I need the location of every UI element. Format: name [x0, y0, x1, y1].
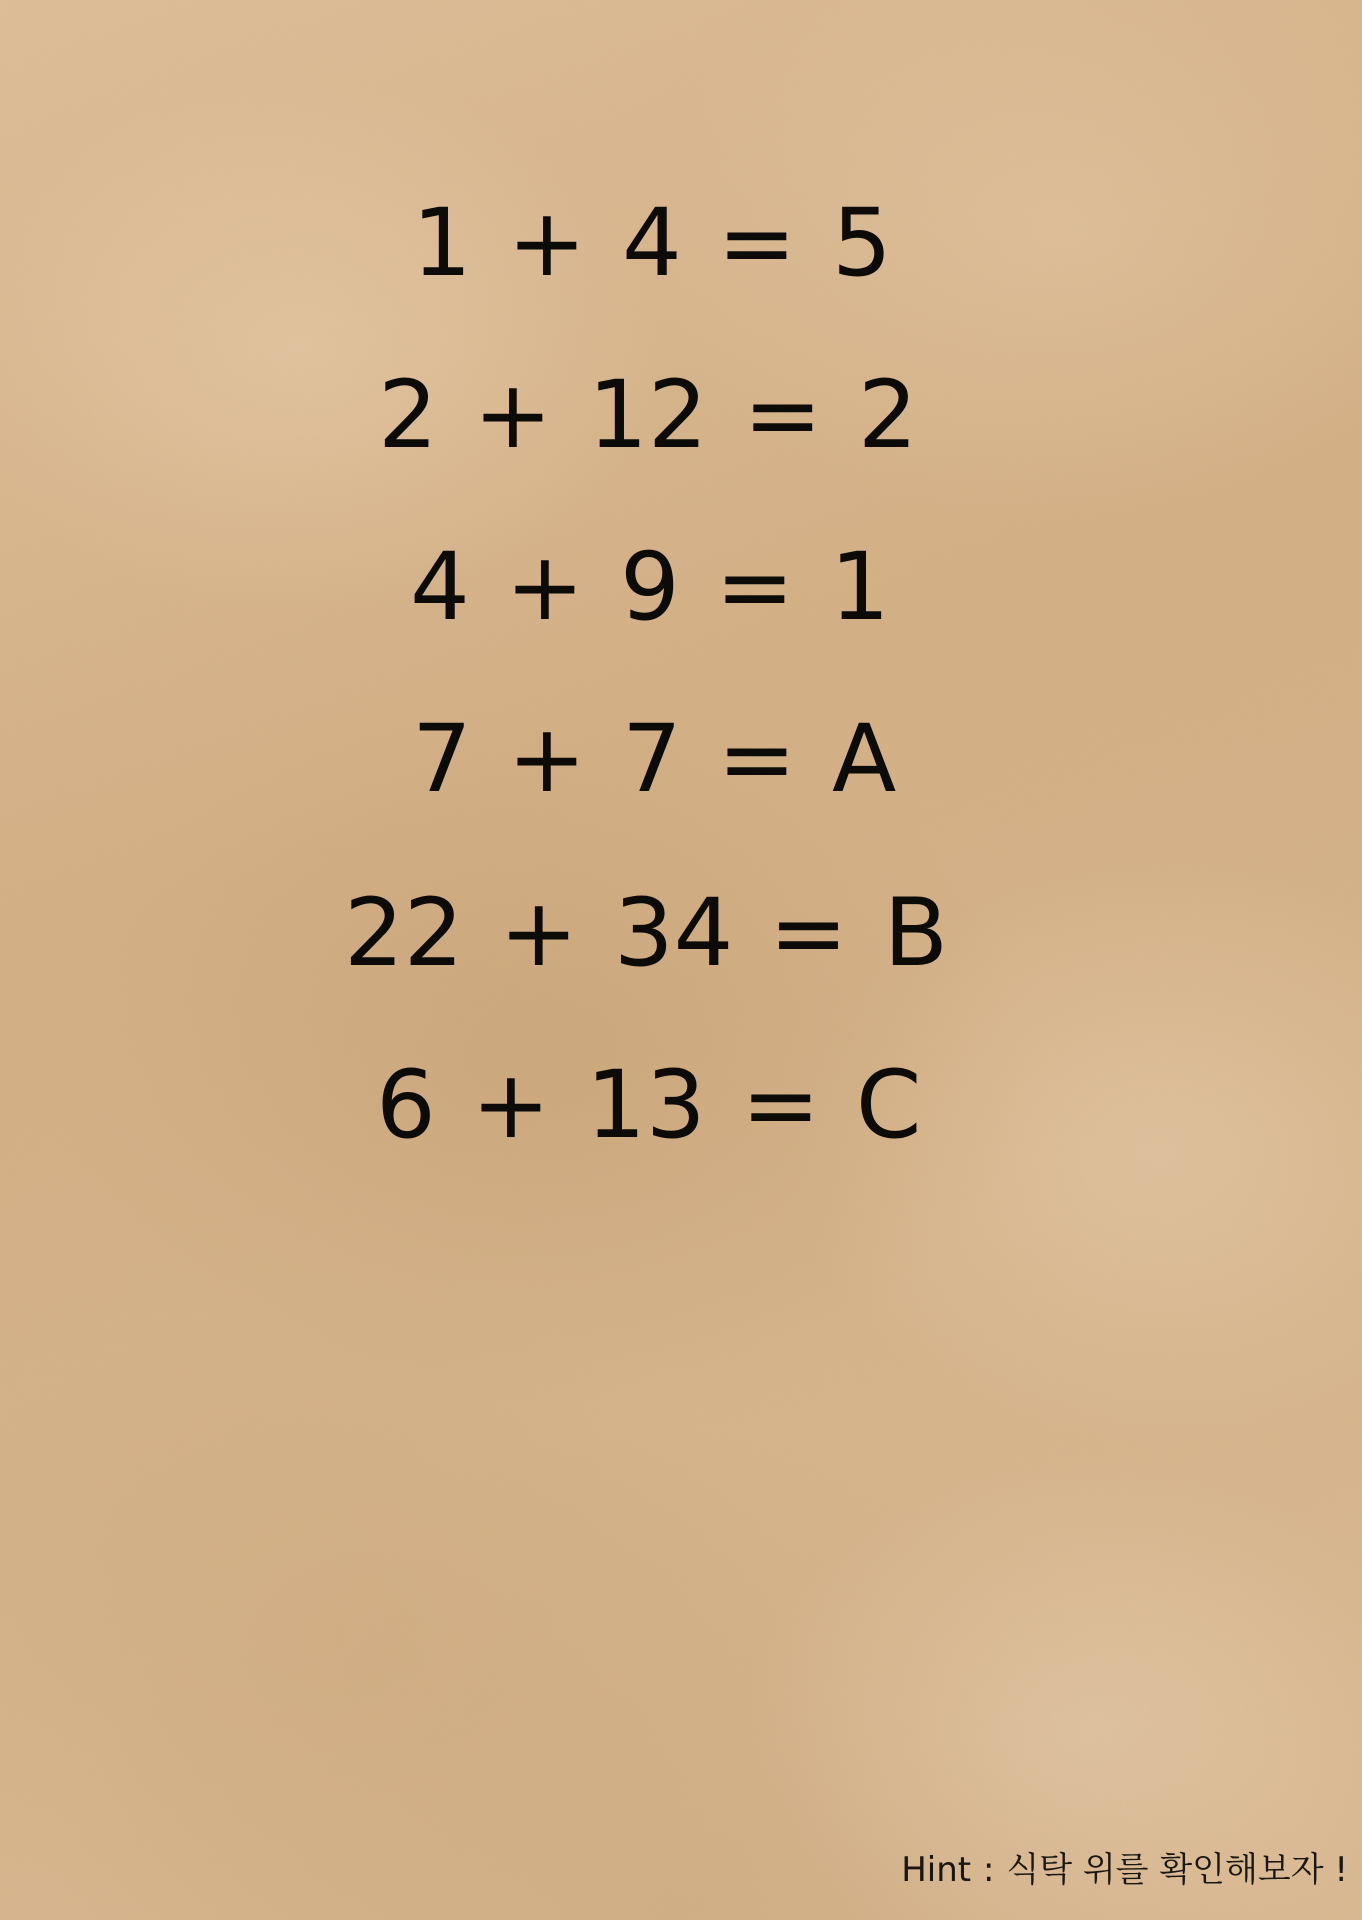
left-operand: 22	[344, 879, 464, 988]
plus-sign: +	[507, 705, 587, 814]
left-operand: 7	[412, 705, 472, 814]
equals-sign: =	[717, 189, 797, 298]
hint-separator: :	[982, 1850, 995, 1890]
equation-row	[376, 1051, 922, 1160]
right-operand: 12	[588, 361, 708, 470]
equals-sign: =	[715, 533, 795, 642]
result: 2	[857, 361, 918, 470]
right-operand: 34	[613, 879, 734, 988]
equation-row	[412, 705, 897, 814]
equals-sign: =	[741, 1051, 821, 1160]
plus-sign: +	[507, 189, 587, 298]
equation-row	[378, 361, 918, 470]
result: 1	[830, 533, 890, 642]
plus-sign: +	[471, 1051, 551, 1160]
left-operand: 2	[378, 361, 438, 470]
result: B	[883, 879, 949, 988]
result: A	[832, 705, 897, 814]
hint-message: 식탁 위를 확인해보자 !	[1006, 1850, 1348, 1890]
hint-label: Hint	[901, 1850, 972, 1890]
plus-sign: +	[499, 879, 579, 988]
right-operand: 7	[622, 705, 682, 814]
equals-sign: =	[717, 705, 797, 814]
equation-row	[344, 879, 949, 988]
hint-text	[901, 1842, 1348, 1891]
result: 5	[832, 189, 892, 298]
left-operand: 6	[376, 1051, 436, 1160]
right-operand: 13	[586, 1051, 706, 1160]
equation-row	[412, 189, 892, 298]
plus-sign: +	[473, 361, 553, 470]
right-operand: 4	[622, 189, 682, 298]
result: C	[855, 1051, 922, 1160]
right-operand: 9	[620, 533, 680, 642]
plus-sign: +	[505, 533, 585, 642]
equation-row	[410, 533, 890, 642]
left-operand: 4	[410, 533, 470, 642]
equals-sign: =	[743, 361, 823, 470]
left-operand: 1	[412, 189, 472, 298]
equals-sign: =	[769, 879, 848, 988]
